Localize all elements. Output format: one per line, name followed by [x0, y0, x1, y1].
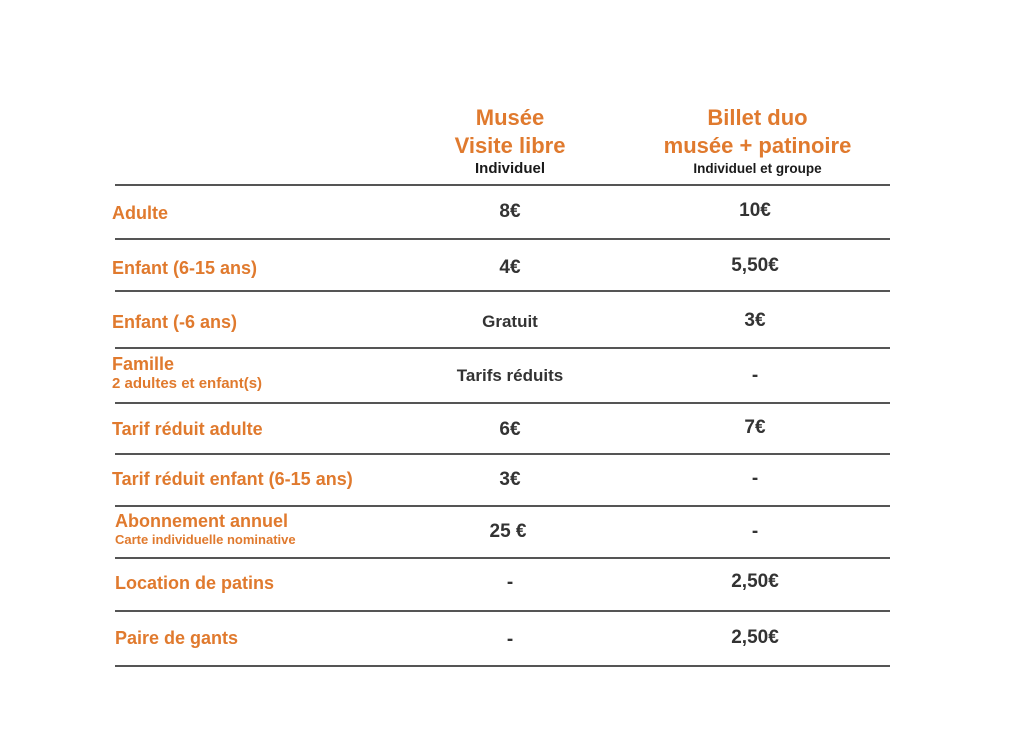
- row-label: Adulte: [112, 203, 168, 223]
- column-header-duo-subtitle: musée + patinoire: [663, 133, 852, 158]
- row-label: [112, 354, 262, 392]
- price-duo: -: [751, 365, 759, 386]
- column-header-musee-title: Musée: [475, 105, 545, 130]
- price-musee: 8€: [499, 201, 521, 222]
- price-duo: -: [751, 521, 759, 542]
- table-divider: [115, 290, 890, 292]
- row-label: Enfant (6-15 ans): [112, 258, 258, 278]
- column-header-musee-subtitle: Visite libre: [454, 133, 566, 158]
- row-label: Enfant (-6 ans): [112, 312, 238, 332]
- price-musee: 4€: [499, 257, 521, 278]
- price-duo: 10€: [739, 200, 771, 221]
- price-duo: 2,50€: [731, 627, 779, 648]
- row-label: Tarif réduit enfant (6-15 ans): [112, 469, 353, 489]
- price-musee: 25 €: [489, 521, 527, 542]
- price-duo: -: [751, 468, 759, 489]
- price-duo: 2,50€: [731, 571, 779, 592]
- column-header-musee-audience: Individuel: [474, 160, 545, 177]
- price-musee: 6€: [499, 419, 521, 440]
- table-divider: [115, 557, 890, 559]
- price-musee: Tarifs réduits: [456, 366, 564, 385]
- column-header-musee: [430, 104, 590, 178]
- row-label-detail: Carte individuelle nominative: [115, 532, 296, 547]
- column-header-duo-audience: Individuel et groupe: [693, 161, 822, 176]
- row-label-main: Famille: [112, 354, 175, 374]
- price-duo: 7€: [744, 417, 766, 438]
- row-label: [115, 511, 296, 547]
- row-label-main: Abonnement annuel: [115, 511, 289, 531]
- column-header-duo: [620, 104, 895, 178]
- price-musee: -: [506, 572, 514, 593]
- price-duo: 3€: [744, 310, 766, 331]
- price-musee: 3€: [499, 469, 521, 490]
- row-label: Location de patins: [115, 573, 275, 593]
- price-musee: Gratuit: [482, 312, 538, 331]
- table-divider: [115, 453, 890, 455]
- table-divider: [115, 184, 890, 186]
- table-divider: [115, 665, 890, 667]
- table-divider: [115, 238, 890, 240]
- price-duo: 5,50€: [731, 255, 779, 276]
- row-label-detail: 2 adultes et enfant(s): [112, 375, 263, 392]
- column-header-duo-title: Billet duo: [707, 105, 808, 130]
- row-label: Tarif réduit adulte: [112, 419, 263, 439]
- price-musee: -: [506, 629, 514, 650]
- table-divider: [115, 347, 890, 349]
- table-divider: [115, 402, 890, 404]
- table-divider: [115, 610, 890, 612]
- table-divider: [115, 505, 890, 507]
- row-label: Paire de gants: [115, 628, 239, 648]
